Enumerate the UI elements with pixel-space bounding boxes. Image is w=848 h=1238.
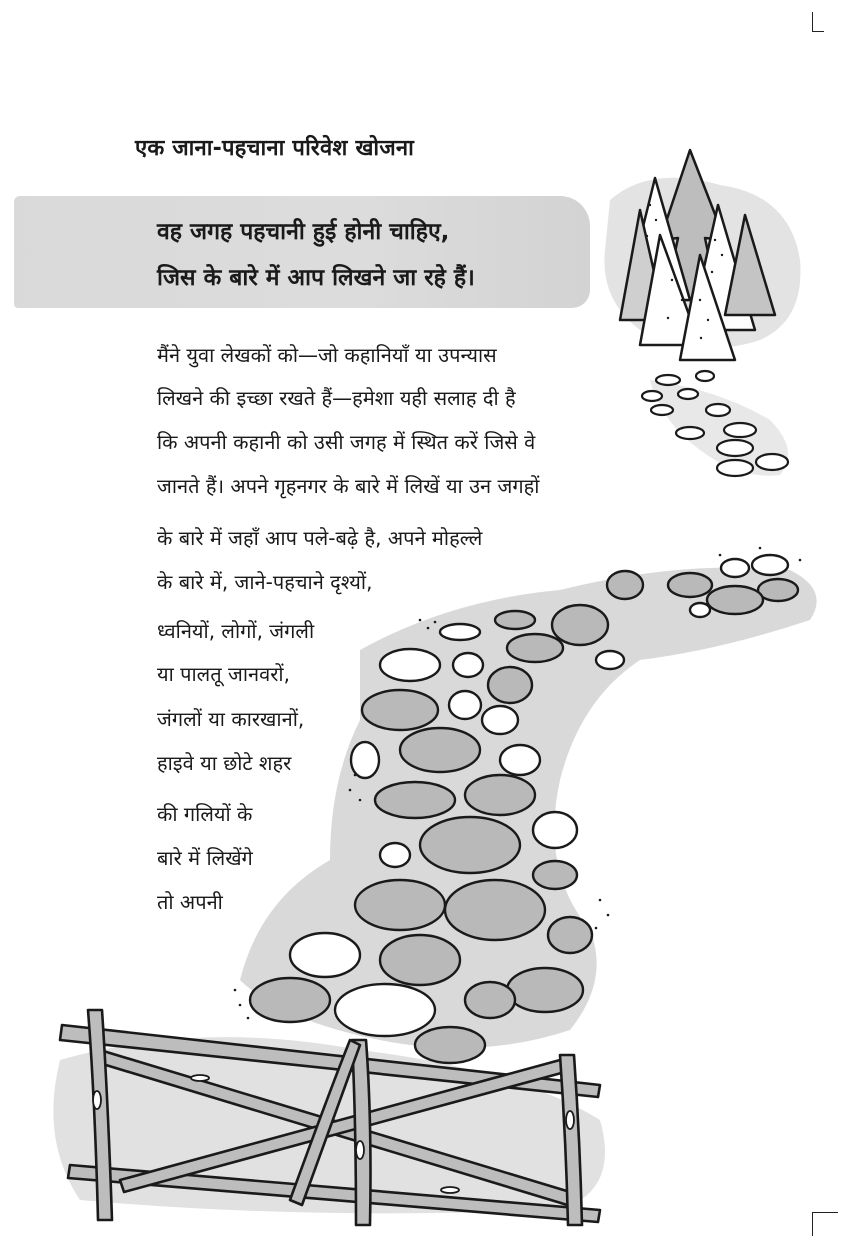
body-line-12: बारे में लिखेंगे: [157, 846, 253, 870]
body-line-9: जंगलों या कारखानों,: [157, 707, 305, 731]
body-line-8: या पालतू जानवरों,: [157, 662, 290, 686]
banner-line-1: वह जगह पहचानी हुई होनी चाहिए,: [157, 219, 450, 245]
section-title: एक जाना-पहचाना परिवेश खोजना: [135, 136, 414, 161]
body-line-1: मैंने युवा लेखकों को—जो कहानियाँ या उपन्यास: [157, 343, 497, 367]
body-line-13: तो अपनी: [157, 890, 223, 914]
body-line-4: जानते हैं। अपने गृहनगर के बारे में लिखें या उन जगहों: [157, 474, 540, 498]
body-line-5: के बारे में जहाँ आप पले-बढ़े है, अपने मोहल्ले: [157, 526, 483, 550]
body-line-7: ध्वनियों, लोगों, जंगली: [157, 619, 315, 643]
body-line-6: के बारे में, जाने-पहचाने दृश्यों,: [157, 570, 373, 594]
body-line-2: लिखने की इच्छा रखते हैं—हमेशा यही सलाह दी है: [157, 386, 516, 410]
body-line-10: हाइवे या छोटे शहर: [157, 751, 292, 775]
body-line-11: की गलियों के: [157, 802, 253, 826]
body-line-3: कि अपनी कहानी को उसी जगह में स्थित करें जिसे वे: [157, 430, 536, 454]
pine-trees: [620, 150, 775, 360]
banner-line-2: जिस के बारे में आप लिखने जा रहे हैं।: [157, 265, 475, 291]
